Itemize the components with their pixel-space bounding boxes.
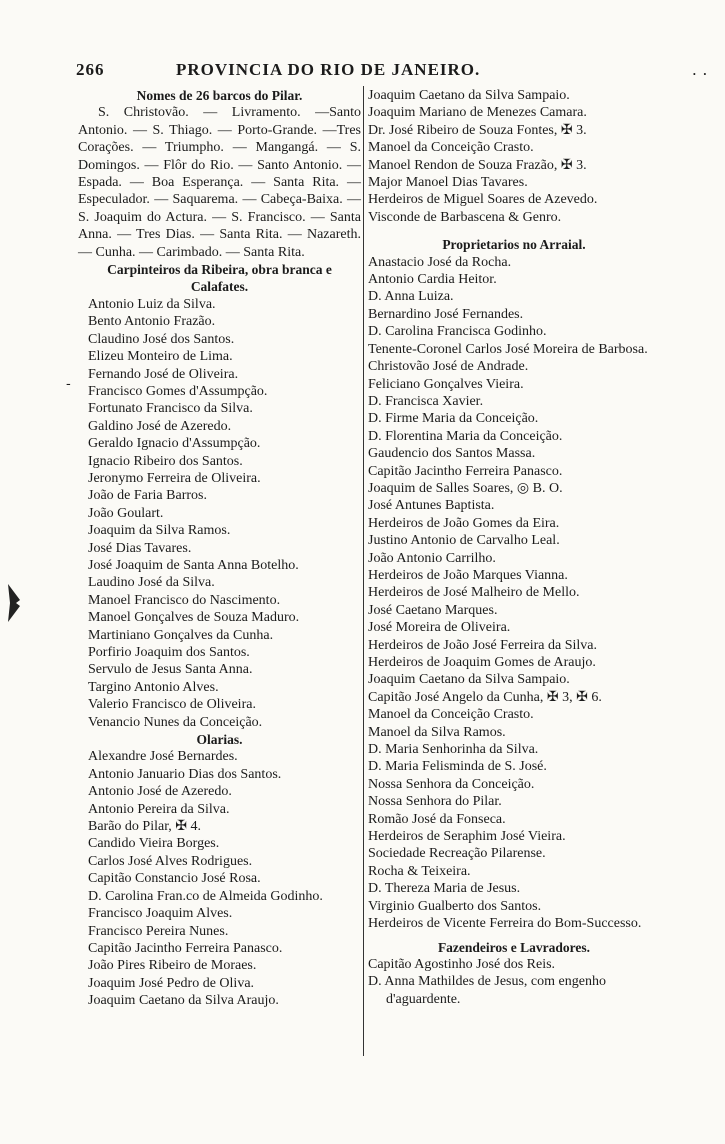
right-column (366, 87, 662, 1008)
list-item: Joaquim da Silva Ramos. (88, 523, 231, 539)
list-item: Alexandre José Bernardes. (88, 749, 238, 765)
list-item: Nossa Senhora do Pilar. (368, 794, 502, 810)
list-item: Herdeiros de José Malheiro de Mello. (368, 585, 580, 601)
section-heading-olarias: Olarias. (196, 732, 243, 748)
list-item: Nossa Senhora da Conceição. (368, 776, 535, 792)
list-item: José Joaquim de Santa Anna Botelho. (88, 557, 299, 573)
list-item: Bernardino José Fernandes. (368, 306, 524, 322)
list-item: Ignacio Ribeiro dos Santos. (88, 453, 243, 469)
list-item: José Antunes Baptista. (368, 498, 495, 514)
list-item: Rocha & Teixeira. (368, 863, 471, 879)
list-item: Candido Vieira Borges. (88, 836, 220, 852)
list-item: Major Manoel Dias Tavares. (368, 175, 528, 191)
list-item: Capitão Jacintho Ferreira Panasco. (88, 940, 283, 956)
list-item: Fortunato Francisco da Silva. (88, 401, 253, 417)
list-item: Martiniano Gonçalves da Cunha. (88, 627, 274, 643)
list-item: Francisco Pereira Nunes. (88, 923, 229, 939)
list-item: Joaquim Caetano da Silva Araujo. (88, 993, 279, 1009)
margin-tick: - (66, 376, 71, 392)
list-item: Romão José da Fonseca. (368, 811, 506, 827)
page-number: 266 (76, 60, 105, 79)
list-item: Justino Antonio de Carvalho Leal. (368, 533, 560, 549)
header-trailing-dots: . . (692, 60, 708, 79)
fazendeiros-list (366, 956, 662, 1008)
list-item: Manoel da Conceição Crasto. (368, 140, 534, 156)
list-item: José Caetano Marques. (368, 602, 498, 618)
section-heading-proprietarios: Proprietarios no Arraial. (442, 237, 586, 253)
column-divider (363, 86, 364, 1056)
list-item: D. Firme Maria da Conceição. (368, 411, 539, 427)
list-item: Manoel Rendon de Souza Frazão, ✠ 3. (368, 157, 587, 173)
list-item: João Pires Ribeiro de Moraes. (88, 958, 257, 974)
left-column (78, 87, 361, 1010)
list-item: Manoel da Silva Ramos. (368, 724, 506, 740)
list-item: D. Florentina Maria da Conceição. (368, 428, 563, 444)
list-item: Herdeiros de Joaquim Gomes de Araujo. (368, 655, 596, 670)
list-item: Antonio Cardia Heitor. (368, 272, 497, 288)
list-item: Galdino José de Azeredo. (88, 418, 232, 434)
list-item: Antonio Luiz da Silva. (88, 296, 216, 312)
list-item: D. Maria Felisminda de S. José. (368, 759, 547, 775)
list-item: Antonio José de Azeredo. (88, 784, 232, 800)
list-item: Anastacio José da Rocha. (368, 254, 512, 270)
list-item: D. Carolina Fran.co de Almeida Godinho. (88, 888, 323, 904)
list-item: Targino Antonio Alves. (88, 679, 219, 695)
list-item: João de Faria Barros. (88, 488, 207, 504)
list-item: Manoel Gonçalves de Souza Maduro. (88, 610, 300, 626)
list-item: Joaquim de Salles Soares, ◎ B. O. (368, 480, 563, 496)
list-item: Barão do Pilar, ✠ 4. (88, 819, 202, 835)
list-item: Virginio Gualberto dos Santos. (368, 898, 542, 914)
list-item: Manoel Francisco do Nascimento. (88, 592, 281, 608)
list-item: Christovão José de Andrade. (368, 359, 529, 375)
list-item: Herdeiros de Vicente Ferreira do Bom-Successo. (368, 916, 642, 932)
list-item: Dr. José Ribeiro de Souza Fontes, ✠ 3. (368, 122, 587, 138)
list-item: Herdeiros de João Gomes da Eira. (368, 515, 560, 531)
list-item: Herdeiros de João Marques Vianna. (368, 567, 568, 583)
olarias-list (78, 748, 361, 1009)
list-item: Fernando José de Oliveira. (88, 366, 239, 382)
list-item: João Antonio Carrilho. (368, 550, 496, 566)
list-item: Jeronymo Ferreira de Oliveira. (88, 470, 261, 486)
list-item: Tenente-Coronel Carlos José Moreira de Barbosa. (368, 341, 648, 357)
list-item: Servulo de Jesus Santa Anna. (88, 662, 253, 678)
list-item: Capitão Agostinho José dos Reis. (368, 956, 556, 972)
list-item: Manoel da Conceição Crasto. (368, 707, 534, 723)
list-item: Herdeiros de João José Ferreira da Silva. (368, 637, 597, 653)
list-item: Carlos José Alves Rodrigues. (88, 853, 253, 869)
barcos-paragraph: S. Christovão. — Livramento. —Santo Antonio. — S. Thiago. — Porto-Grande. —Tres Corações. — Triumpho. — Mangangá. — S. Domingos. — Flôr do Rio. — Santo Antonio. — Espada. — Boa Esperança. — Santa Rita. — Especulador. — Saquarema. — Cabeça-Baixa. — S. Joaquim do Actura. — S. Francisco. — Santa Anna. — Tres Dias. — Santa Rita. — Nazareth. — Cunha. — Carimbado. — Santa Rita. (78, 105, 361, 260)
list-item: Joaquim Caetano da Silva Sampaio. (368, 88, 570, 103)
list-item: Sociedade Recreação Pilarense. (368, 846, 546, 862)
list-item: Claudino José dos Santos. (88, 331, 235, 347)
section-heading-fazendeiros: Fazendeiros e Lavradores. (437, 939, 591, 955)
list-item: Capitão Constancio José Rosa. (88, 871, 261, 887)
list-item: Bento Antonio Frazão. (88, 314, 216, 330)
list-item: Gaudencio dos Santos Massa. (368, 446, 536, 462)
list-item: D. Anna Luiza. (368, 289, 454, 305)
list-item: D. Maria Senhorinha da Silva. (368, 742, 539, 758)
page-header (76, 58, 708, 84)
list-item: D. Anna Mathildes de Jesus, com engenho d'aguardente. (368, 974, 606, 1007)
list-item: Antonio Januario Dias dos Santos. (88, 766, 282, 782)
page-title: PROVINCIA DO RIO DE JANEIRO. (176, 60, 481, 79)
list-item: D. Thereza Maria de Jesus. (368, 881, 521, 897)
list-item: Geraldo Ignacio d'Assumpção. (88, 436, 261, 452)
list-item: João Goulart. (88, 505, 164, 521)
list-item: Laudino José da Silva. (88, 575, 215, 591)
list-item: D. Carolina Francisca Godinho. (368, 324, 547, 340)
list-item: Joaquim Caetano da Silva Sampaio. (368, 672, 570, 688)
list-item: Francisco Gomes d'Assumpção. (88, 383, 268, 399)
list-item: Herdeiros de Miguel Soares de Azevedo. (368, 192, 598, 208)
list-item: Capitão José Angelo da Cunha, ✠ 3, ✠ 6. (368, 689, 602, 705)
list-item: Herdeiros de Seraphim José Vieira. (368, 829, 566, 845)
list-item: Joaquim Mariano de Menezes Camara. (368, 105, 587, 121)
list-item: Francisco Joaquim Alves. (88, 906, 233, 922)
list-item: Capitão Jacintho Ferreira Panasco. (368, 463, 563, 479)
list-item: José Dias Tavares. (88, 540, 192, 556)
list-item: Joaquim José Pedro de Oliva. (88, 975, 255, 991)
section-heading-carpinteiros: Carpinteiros da Ribeira, obra branca e Calafates. (107, 262, 332, 295)
list-item: Venancio Nunes da Conceição. (88, 714, 263, 730)
list-item: Feliciano Gonçalves Vieira. (368, 376, 524, 392)
list-item: Elizeu Monteiro de Lima. (88, 349, 233, 365)
margin-mark-icon (6, 582, 22, 624)
list-item: Antonio Pereira da Silva. (88, 801, 230, 817)
list-item: José Moreira de Oliveira. (368, 620, 511, 636)
section-heading-barcos: Nomes de 26 barcos do Pilar. (136, 88, 303, 103)
list-item: Porfirio Joaquim dos Santos. (88, 645, 250, 660)
list-item: Visconde de Barbascena & Genro. (368, 209, 562, 225)
list-item: Valerio Francisco de Oliveira. (88, 697, 256, 713)
continued-list (366, 87, 662, 226)
proprietarios-list (366, 254, 662, 933)
list-item: D. Francisca Xavier. (368, 393, 484, 409)
carpinteiros-list (78, 296, 361, 731)
